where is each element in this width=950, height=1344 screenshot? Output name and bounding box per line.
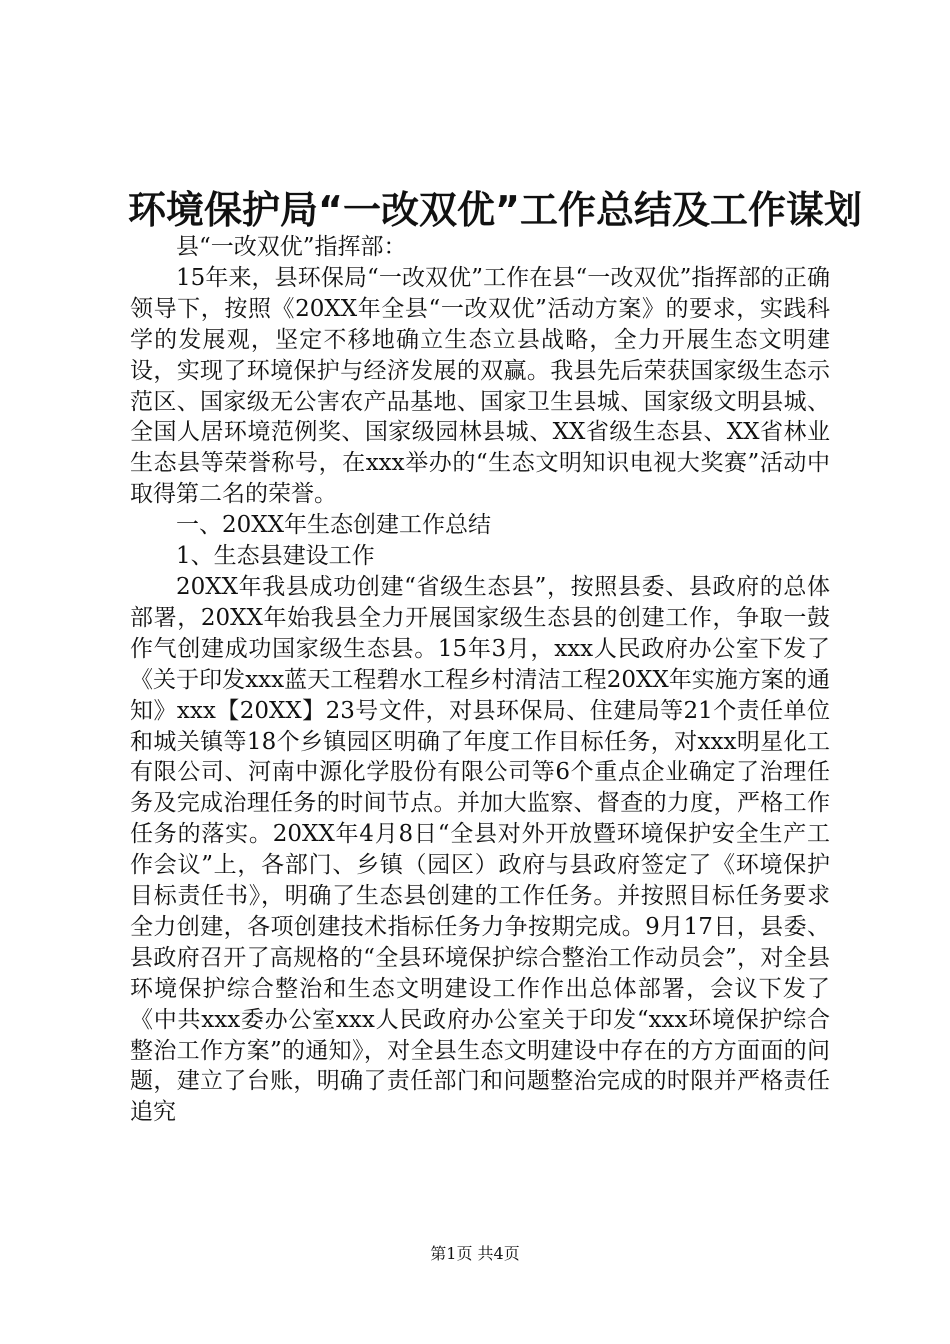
- intro-paragraph: 15年来，县环保局“一改双优”工作在县“一改双优”指挥部的正确领导下，按照《20XX年全县“一改双优”活动方案》的要求，实践科学的发展观，坚定不移地确立生态立县战略，全力开展生态文明建设，实现了环境保护与经济发展的双赢。我县先后荣获国家级生态示范区、国家级无公害农产品基地、国家卫生县城、国家级文明县城、全国人居环境范例奖、国家级园林县城、XX省级生态县、XX省林业生态县等荣誉称号，在xxx举办的“生态文明知识电视大奖赛”活动中取得第二名的荣誉。: [130, 264, 830, 508]
- document-title: 环境保护局“一改双优”工作总结及工作谋划: [128, 188, 862, 232]
- page-number-footer: 第1页 共4页: [430, 1244, 520, 1263]
- section-heading: 一、20XX年生态创建工作总结: [176, 512, 492, 539]
- subsection-heading: 1、生态县建设工作: [176, 543, 375, 570]
- body-paragraph: 20XX年我县成功创建“省级生态县”，按照县委、县政府的总体部署，20XX年始我县全力开展国家级生态县的创建工作，争取一鼓作气创建成功国家级生态县。15年3月，xxx人民政府办公室下发了《关于印发xxx蓝天工程碧水工程乡村清洁工程20XX年实施方案的通知》xxx【20XX】23号文件，对县环保局、住建局等21个责任单位和城关镇等18个乡镇园区明确了年度工作目标任务，对xxx明星化工有限公司、河南中源化学股份有限公司等6个重点企业确定了治理任务及完成治理任务的时间节点。并加大监察、督查的力度，严格工作任务的落实。20XX年4月8日“全县对外开放暨环境保护安全生产工作会议”上，各部门、乡镇（园区）政府与县政府签定了《环境保护目标责任书》，明确了生态县创建的工作任务。并按照目标任务要求全力创建，各项创建技术指标任务力争按期完成。9月17日，县委、县政府召开了高规格的“全县环境保护综合整治工作动员会”，对全县环境保护综合整治和生态文明建设工作作出总体部署，会议下发了《中共xxx委办公室xxx人民政府办公室关于印发“xxx环境保护综合整治工作方案”的通知》，对全县生态文明建设中存在的方方面面的问题，建立了台账，明确了责任部门和问题整治完成的时限并严格责任追究: [130, 573, 830, 1126]
- salutation-paragraph: 县“一改双优”指挥部：: [176, 234, 407, 260]
- document-body: [130, 232, 830, 1128]
